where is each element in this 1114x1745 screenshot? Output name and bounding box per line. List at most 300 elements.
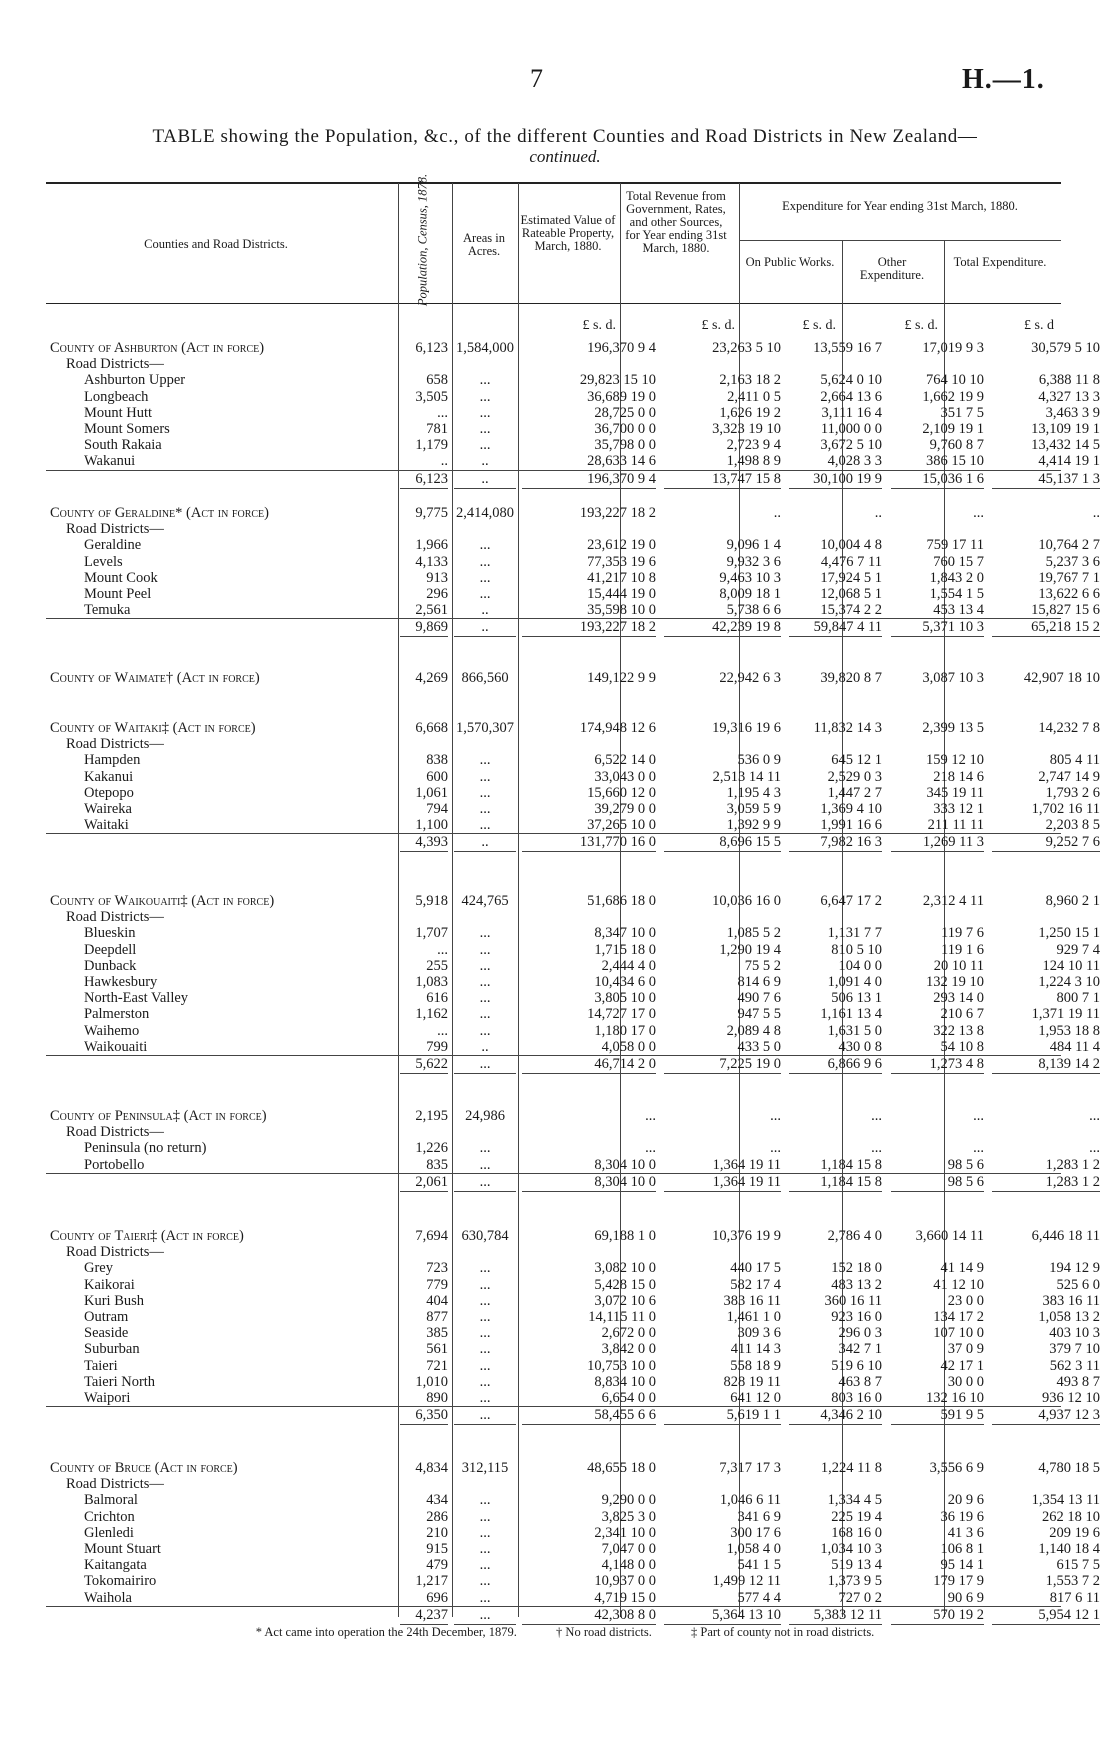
revenue-cell: 19,316 19 6 [712, 720, 781, 736]
public-works-cell: 1,369 4 10 [820, 801, 882, 817]
public-works-cell: 5,624 0 10 [820, 372, 882, 389]
area-cell: .. [454, 471, 516, 489]
population-cell: 721 [426, 1357, 448, 1374]
area-cell: ... [479, 372, 491, 389]
revenue-cell: 300 17 6 [730, 1524, 781, 1541]
total-expenditure-cell: 14,232 7 8 [1038, 720, 1100, 736]
value-cell: 10,434 6 0 [594, 974, 656, 990]
public-works-cell: 810 5 10 [831, 941, 882, 958]
public-works-cell: 59,847 4 11 [789, 619, 882, 637]
other-expenditure-cell: 23 0 0 [947, 1292, 984, 1309]
other-expenditure-cell: 3,660 14 11 [915, 1228, 984, 1244]
district-name: Mount Cook [84, 569, 158, 586]
section-label-row [46, 356, 1061, 373]
district-name: Kuri Bush [84, 1292, 145, 1309]
revenue-cell: 8,009 18 1 [719, 586, 781, 602]
value-cell: 77,353 19 6 [587, 553, 656, 570]
county-row [46, 1460, 1100, 1477]
population-cell: 6,350 [400, 1407, 448, 1425]
public-works-cell: 2,529 0 3 [827, 768, 882, 785]
value-cell: 193,227 18 2 [522, 619, 656, 637]
other-expenditure-cell: 2,312 4 11 [922, 893, 984, 909]
revenue-cell: 9,463 10 3 [719, 569, 781, 586]
value-cell: 39,279 0 0 [594, 801, 656, 817]
public-works-cell: 2,664 13 6 [820, 388, 882, 405]
section-label-row [46, 1476, 1061, 1493]
population-cell: ... [437, 404, 448, 421]
public-works-cell: 30,100 19 9 [789, 471, 882, 489]
district-row [46, 602, 1100, 619]
other-expenditure-cell: 98 5 6 [891, 1174, 984, 1192]
population-cell: 835 [426, 1156, 448, 1173]
total-expenditure-cell: 1,793 2 6 [1045, 784, 1100, 801]
district-row [46, 421, 1100, 438]
total-expenditure-cell: 45,137 1 3 [992, 471, 1100, 489]
district-name: Dunback [84, 957, 137, 974]
population-cell: 913 [426, 569, 448, 586]
revenue-cell: 814 6 9 [737, 974, 781, 990]
other-expenditure-cell: 1,269 11 3 [891, 834, 984, 852]
area-cell: ... [479, 784, 491, 801]
district-name: Wakanui [84, 453, 136, 470]
total-expenditure-cell: 800 7 1 [1056, 990, 1100, 1007]
section-label-row [46, 521, 1061, 538]
district-name: Palmerston [84, 1006, 150, 1023]
area-cell: ... [479, 1140, 491, 1157]
county-name: County of Ashburton (Act in force) [50, 340, 265, 356]
total-expenditure-cell: 8,960 2 1 [1045, 893, 1100, 909]
value-cell: 5,428 15 0 [594, 1276, 656, 1293]
county-name: County of Geraldine* (Act in force) [50, 505, 269, 521]
value-cell: 33,043 0 0 [594, 768, 656, 785]
population-cell: 3,505 [415, 388, 448, 405]
area-cell: ... [479, 957, 491, 974]
value-cell: 4,719 15 0 [594, 1589, 656, 1606]
revenue-cell: 558 18 9 [730, 1357, 781, 1374]
total-expenditure-cell: 2,747 14 9 [1038, 768, 1100, 785]
revenue-cell: 541 1 5 [737, 1557, 781, 1574]
public-works-cell: 3,672 5 10 [820, 437, 882, 454]
other-expenditure-cell: 98 5 6 [947, 1156, 984, 1173]
value-cell: 37,265 10 0 [587, 817, 656, 834]
other-expenditure-cell: 5,371 10 3 [891, 619, 984, 637]
total-expenditure-cell: 6,446 18 11 [1031, 1228, 1100, 1244]
total-row [46, 1173, 1100, 1191]
other-expenditure-cell: 54 10 8 [940, 1038, 984, 1055]
population-cell: 1,217 [415, 1573, 448, 1590]
public-works-cell: 6,866 9 6 [789, 1056, 882, 1074]
other-expenditure-cell: 386 15 10 [926, 453, 984, 470]
other-expenditure-cell: 90 6 9 [947, 1589, 984, 1606]
district-row [46, 925, 1100, 942]
district-name: Kaikorai [84, 1276, 135, 1293]
revenue-cell: 8,696 15 5 [664, 834, 781, 852]
revenue-cell: 641 12 0 [730, 1390, 781, 1406]
county-row [46, 1228, 1100, 1245]
population-cell: 5,918 [415, 893, 448, 909]
district-row [46, 1260, 1100, 1277]
revenue-cell: 577 4 4 [737, 1589, 781, 1606]
other-expenditure-cell: 3,556 6 9 [929, 1460, 984, 1476]
district-row [46, 1006, 1100, 1023]
population-cell: 1,966 [415, 537, 448, 554]
value-cell: 2,341 10 0 [594, 1524, 656, 1541]
revenue-cell: 3,323 19 10 [712, 421, 781, 437]
revenue-cell: 1,290 19 4 [719, 941, 781, 958]
footnotes [70, 1625, 1060, 1640]
units-value: £ s. d. [582, 318, 616, 333]
district-name: Kaitangata [84, 1557, 147, 1574]
revenue-cell: 2,163 18 2 [719, 372, 781, 389]
area-cell: ... [479, 1276, 491, 1293]
public-works-cell: 2,786 4 0 [827, 1228, 882, 1244]
public-works-cell: 1,131 7 7 [827, 925, 882, 942]
public-works-cell: ... [871, 1140, 882, 1157]
population-cell: 6,123 [400, 471, 448, 489]
other-expenditure-cell: 1,273 4 8 [891, 1056, 984, 1074]
area-cell: .. [454, 619, 516, 637]
district-name: Levels [84, 553, 123, 570]
area-cell: ... [479, 1156, 491, 1173]
value-cell: 196,370 9 4 [522, 471, 656, 489]
district-name: Mount Somers [84, 421, 170, 437]
public-works-cell: 430 0 8 [838, 1038, 882, 1055]
value-cell: 46,714 2 0 [522, 1056, 656, 1074]
revenue-cell: ... [770, 1140, 781, 1157]
value-cell: 36,700 0 0 [594, 421, 656, 437]
total-expenditure-cell: 5,237 3 6 [1045, 553, 1100, 570]
district-row [46, 586, 1100, 603]
area-cell: ... [479, 1508, 491, 1525]
total-expenditure-cell: 805 4 11 [1049, 752, 1100, 769]
road-districts-label: Road Districts— [66, 1244, 164, 1261]
population-cell: 1,100 [415, 817, 448, 834]
public-works-cell: 645 12 1 [831, 752, 882, 769]
other-expenditure-cell: 20 9 6 [947, 1492, 984, 1509]
units-revenue: £ s. d. [701, 318, 735, 333]
district-row [46, 453, 1100, 470]
road-districts-label: Road Districts— [66, 736, 164, 753]
other-expenditure-cell: 760 15 7 [933, 553, 984, 570]
district-name: Taieri North [84, 1373, 156, 1390]
public-works-cell: 1,991 16 6 [820, 817, 882, 834]
value-cell: 1,715 18 0 [594, 941, 656, 958]
value-cell: 41,217 10 8 [587, 569, 656, 586]
area-cell: ... [479, 421, 491, 437]
other-expenditure-cell: 759 17 11 [926, 537, 984, 554]
district-name: Blueskin [84, 925, 136, 942]
area-cell: .. [481, 1038, 489, 1055]
total-expenditure-cell: 9,252 7 6 [992, 834, 1100, 852]
district-row [46, 1589, 1100, 1607]
district-row [46, 941, 1100, 959]
col-header-expenditure: Expenditure for Year ending 31st March, 1880. [782, 199, 1018, 213]
col-header-population: Population, Census, 1878. [415, 173, 430, 307]
population-cell: 1,162 [415, 1006, 448, 1023]
district-name: Grey [84, 1260, 113, 1277]
population-cell: 286 [426, 1508, 448, 1525]
population-cell: 479 [426, 1557, 448, 1574]
area-cell: ... [479, 1325, 491, 1342]
other-expenditure-cell: 333 12 1 [933, 801, 984, 817]
population-cell: 799 [426, 1038, 448, 1055]
public-works-cell: 727 0 2 [838, 1589, 882, 1606]
total-expenditure-cell: 403 10 3 [1049, 1325, 1100, 1342]
other-expenditure-cell: 179 17 9 [933, 1573, 984, 1590]
total-expenditure-cell: 262 18 10 [1042, 1508, 1100, 1525]
other-expenditure-cell: ... [973, 1140, 984, 1157]
value-cell: 3,805 10 0 [594, 990, 656, 1007]
area-cell: ... [454, 1174, 516, 1192]
revenue-cell: 1,364 19 11 [712, 1156, 781, 1173]
population-cell: 404 [426, 1292, 448, 1309]
public-works-cell: 6,647 17 2 [820, 893, 882, 909]
total-expenditure-cell: 5,954 12 1 [992, 1607, 1100, 1625]
population-cell: 1,179 [415, 437, 448, 454]
district-name: Hawkesbury [84, 974, 158, 990]
public-works-cell: 1,224 11 8 [820, 1460, 882, 1476]
population-cell: 4,393 [400, 834, 448, 852]
road-districts-label: Road Districts— [66, 521, 164, 538]
population-cell: 600 [426, 768, 448, 785]
public-works-cell: 1,184 15 8 [820, 1156, 882, 1173]
district-name: North-East Valley [84, 990, 189, 1007]
other-expenditure-cell: 1,554 1 5 [929, 586, 984, 602]
total-row [46, 470, 1100, 488]
total-expenditure-cell: 1,371 19 11 [1031, 1006, 1100, 1023]
district-name: Peninsula (no return) [84, 1140, 207, 1157]
other-expenditure-cell: 41 14 9 [940, 1260, 984, 1277]
revenue-cell: 1,058 4 0 [726, 1541, 781, 1557]
district-row [46, 1276, 1100, 1294]
area-cell: ... [479, 1022, 491, 1039]
value-cell: 15,660 12 0 [587, 784, 656, 801]
district-row [46, 1524, 1100, 1542]
population-cell: 561 [426, 1341, 448, 1358]
revenue-cell: 582 17 4 [730, 1276, 781, 1293]
col-header-public-works: On Public Works. [745, 255, 835, 269]
value-cell: ... [645, 1140, 656, 1157]
other-expenditure-cell: 2,399 13 5 [922, 720, 984, 736]
total-expenditure-cell: 615 7 5 [1056, 1557, 1100, 1574]
area-cell: ... [479, 990, 491, 1007]
district-name: Glenledi [84, 1524, 134, 1541]
population-cell: 9,775 [415, 505, 448, 521]
total-row [46, 1055, 1100, 1073]
population-cell: 838 [426, 752, 448, 769]
area-cell: ... [479, 388, 491, 405]
area-cell: .. [481, 602, 489, 619]
total-expenditure-cell: 817 6 11 [1049, 1589, 1100, 1606]
units-total: £ s. d [1024, 318, 1054, 333]
total-expenditure-cell: 1,953 18 8 [1038, 1022, 1100, 1039]
revenue-cell: 433 5 0 [737, 1038, 781, 1055]
total-expenditure-cell: 2,203 8 5 [1045, 817, 1100, 834]
public-works-cell: 519 6 10 [831, 1357, 882, 1374]
revenue-cell: 10,036 16 0 [712, 893, 781, 909]
other-expenditure-cell: 210 6 7 [940, 1006, 984, 1023]
value-cell: 8,834 10 0 [594, 1373, 656, 1390]
district-name: Mount Stuart [84, 1541, 161, 1557]
revenue-cell: 75 5 2 [744, 957, 781, 974]
public-works-cell: 1,034 10 3 [820, 1541, 882, 1557]
total-expenditure-cell: 30,579 5 10 [1031, 340, 1100, 356]
value-cell: 9,290 0 0 [601, 1492, 656, 1509]
other-expenditure-cell: 41 3 6 [947, 1524, 984, 1541]
district-name: Crichton [84, 1508, 135, 1525]
col-header-other: Other Expenditure. [859, 255, 925, 282]
total-expenditure-cell: 1,354 13 11 [1031, 1492, 1100, 1509]
total-expenditure-cell: 19,767 7 1 [1038, 569, 1100, 586]
district-name: Otepopo [84, 784, 134, 801]
area-cell: ... [479, 1341, 491, 1358]
public-works-cell: 7,982 16 3 [789, 834, 882, 852]
value-cell: 14,727 17 0 [587, 1006, 656, 1023]
public-works-cell: 11,832 14 3 [813, 720, 882, 736]
public-works-cell: 4,346 2 10 [789, 1407, 882, 1425]
district-row [46, 1038, 1100, 1056]
revenue-cell: 1,392 9 9 [726, 817, 781, 834]
total-expenditure-cell: 3,463 3 9 [1045, 404, 1100, 421]
value-cell: 69,188 1 0 [594, 1228, 656, 1244]
revenue-cell: 383 16 11 [723, 1292, 781, 1309]
footnote-dagger: † No road districts. [556, 1625, 652, 1639]
total-row [46, 618, 1100, 636]
population-cell: 779 [426, 1276, 448, 1293]
district-row [46, 1292, 1100, 1310]
other-expenditure-cell: 134 17 2 [933, 1309, 984, 1325]
total-expenditure-cell: ... [1089, 1108, 1100, 1124]
total-expenditure-cell: 4,414 19 1 [1038, 453, 1100, 470]
area-cell: ... [479, 1260, 491, 1277]
revenue-cell: 1,461 1 0 [726, 1309, 781, 1325]
district-row [46, 817, 1100, 834]
county-name: County of Peninsula‡ (Act in force) [50, 1108, 267, 1124]
value-cell: 23,612 19 0 [587, 537, 656, 554]
area-cell: ... [479, 974, 491, 990]
section-label-row [46, 736, 1061, 753]
district-name: Hampden [84, 752, 141, 769]
district-row [46, 784, 1100, 802]
district-row [46, 388, 1100, 406]
revenue-cell: 5,364 13 10 [664, 1607, 781, 1625]
value-cell: 3,082 10 0 [594, 1260, 656, 1277]
population-cell: 1,707 [415, 925, 448, 942]
district-name: Mount Peel [84, 586, 152, 602]
public-works-cell: 17,924 5 1 [820, 569, 882, 586]
county-row [46, 505, 1100, 522]
district-row [46, 404, 1100, 422]
total-expenditure-cell: 493 8 7 [1056, 1373, 1100, 1390]
other-expenditure-cell: 42 17 1 [940, 1357, 984, 1374]
revenue-cell: 9,096 1 4 [726, 537, 781, 554]
county-name: County of Waikouaiti‡ (Act in force) [50, 893, 275, 909]
area-cell: ... [479, 1541, 491, 1557]
total-expenditure-cell: 42,907 18 10 [1023, 670, 1100, 686]
value-cell: 131,770 16 0 [522, 834, 656, 852]
district-row [46, 1541, 1100, 1558]
value-cell: 51,686 18 0 [587, 893, 656, 909]
public-works-cell: 342 7 1 [838, 1341, 882, 1358]
value-cell: 174,948 12 6 [579, 720, 656, 736]
revenue-cell: 341 6 9 [737, 1508, 781, 1525]
population-cell: 2,561 [415, 602, 448, 619]
value-cell: ... [645, 1108, 656, 1124]
population-cell: 1,226 [415, 1140, 448, 1157]
revenue-cell: 3,059 5 9 [726, 801, 781, 817]
population-cell: 696 [426, 1589, 448, 1606]
units-other: £ s. d. [904, 318, 938, 333]
public-works-cell: 4,476 7 11 [820, 553, 882, 570]
public-works-cell: 923 16 0 [831, 1309, 882, 1325]
public-works-cell: 39,820 8 7 [820, 670, 882, 686]
public-works-cell: 519 13 4 [831, 1557, 882, 1574]
public-works-cell: ... [871, 1108, 882, 1124]
public-works-cell: 13,559 16 7 [813, 340, 882, 356]
public-works-cell: 463 8 7 [838, 1373, 882, 1390]
total-expenditure-cell: 1,283 1 2 [1045, 1156, 1100, 1173]
revenue-cell: 536 0 9 [737, 752, 781, 769]
total-expenditure-cell: 4,327 13 3 [1038, 388, 1100, 405]
area-cell: ... [479, 553, 491, 570]
total-expenditure-cell: 379 7 10 [1049, 1341, 1100, 1358]
total-expenditure-cell: 1,553 7 2 [1045, 1573, 1100, 1590]
revenue-cell: 947 5 5 [737, 1006, 781, 1023]
public-works-cell: 360 16 11 [824, 1292, 882, 1309]
value-cell: 6,522 14 0 [594, 752, 656, 769]
public-works-cell: 104 0 0 [838, 957, 882, 974]
area-cell: ... [479, 752, 491, 769]
revenue-cell: 1,364 19 11 [664, 1174, 781, 1192]
district-name: Longbeach [84, 388, 149, 405]
population-cell: 385 [426, 1325, 448, 1342]
value-cell: 4,058 0 0 [601, 1038, 656, 1055]
district-row [46, 768, 1100, 786]
population-cell: 2,061 [400, 1174, 448, 1192]
page-number: 7 [530, 64, 543, 93]
population-cell: 1,061 [415, 784, 448, 801]
area-cell: ... [479, 1006, 491, 1023]
total-expenditure-cell: 65,218 15 2 [992, 619, 1100, 637]
revenue-cell: 490 7 6 [737, 990, 781, 1007]
other-expenditure-cell: 2,109 19 1 [922, 421, 984, 437]
value-cell: 3,072 10 6 [594, 1292, 656, 1309]
other-expenditure-cell: 15,036 1 6 [891, 471, 984, 489]
area-cell: 424,765 [461, 893, 509, 909]
population-cell: 4,237 [400, 1607, 448, 1625]
district-row [46, 957, 1100, 975]
col-header-area: Areas in Acres. [463, 231, 505, 258]
area-cell: 24,986 [465, 1108, 505, 1124]
area-cell: ... [479, 537, 491, 554]
value-cell: 14,115 11 0 [588, 1309, 656, 1325]
value-cell: 4,148 0 0 [601, 1557, 656, 1574]
other-expenditure-cell: 764 10 10 [926, 372, 984, 389]
other-expenditure-cell: 132 19 10 [926, 974, 984, 990]
district-row [46, 801, 1100, 818]
total-expenditure-cell: 10,764 2 7 [1038, 537, 1100, 554]
public-works-cell: 168 16 0 [831, 1524, 882, 1541]
district-row [46, 437, 1100, 454]
other-expenditure-cell: 1,843 2 0 [929, 569, 984, 586]
road-districts-label: Road Districts— [66, 1124, 164, 1141]
value-cell: 196,370 9 4 [587, 340, 656, 356]
total-expenditure-cell: 4,937 12 3 [992, 1407, 1100, 1425]
total-expenditure-cell: 13,109 19 1 [1031, 421, 1100, 437]
road-districts-label: Road Districts— [66, 356, 164, 373]
public-works-cell: .. [874, 505, 882, 521]
total-expenditure-cell: 936 12 10 [1042, 1390, 1100, 1406]
